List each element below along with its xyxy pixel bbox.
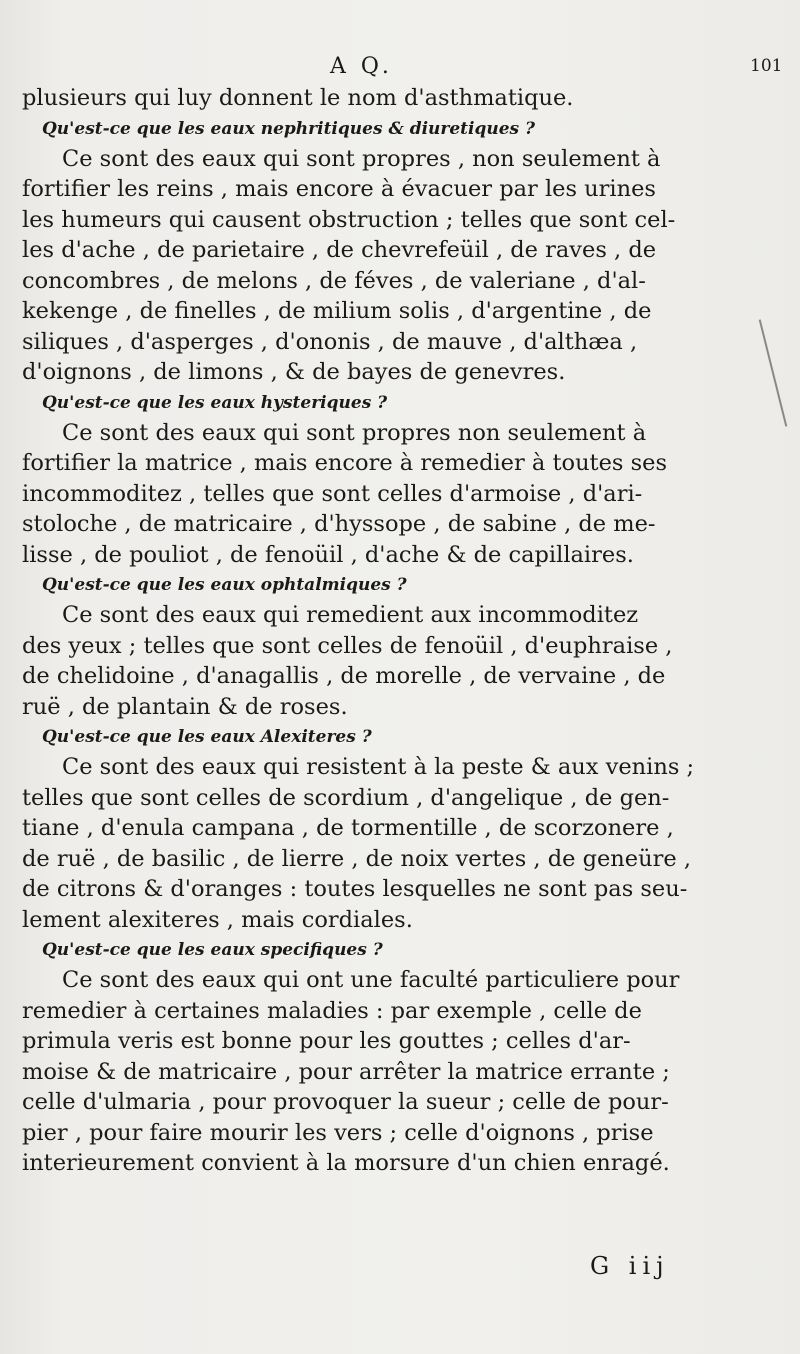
text-line: siliques , d'asperges , d'ononis , de mauve , d'althæa , bbox=[22, 328, 638, 355]
text-line: Ce sont des eaux qui sont propres non seulement à bbox=[62, 419, 647, 446]
text-line: celle d'ulmaria , pour provoquer la sueur ; celle de pour- bbox=[22, 1089, 669, 1115]
question-heading: Qu'est-ce que les eaux nephritiques & diuretiques ? bbox=[42, 118, 536, 139]
text-line: remedier à certaines maladies : par exemple , celle de bbox=[22, 997, 642, 1024]
text-line: fortifier la matrice , mais encore à remedier à toutes ses bbox=[22, 450, 668, 476]
text-line: des yeux ; telles que sont celles de fenoüil , d'euphraise , bbox=[22, 632, 673, 659]
question-heading: Qu'est-ce que les eaux specifiques ? bbox=[42, 940, 383, 960]
text-line: de ruë , de basilic , de lierre , de noix vertes , de geneüre , bbox=[22, 845, 691, 872]
section-alexiteres bbox=[22, 722, 792, 935]
text-line: moise & de matricaire , pour arrêter la matrice errante ; bbox=[22, 1058, 670, 1085]
text-line: concombres , de melons , de féves , de valeriane , d'al- bbox=[22, 267, 646, 294]
text-line: plusieurs qui luy donnent le nom d'asthmatique. bbox=[22, 85, 574, 111]
section-specifiques bbox=[22, 935, 792, 1179]
page-header bbox=[0, 44, 800, 84]
text-line: lement alexiteres , mais cordiales. bbox=[22, 906, 413, 933]
text-line: primula veris est bonne pour les gouttes ; celles d'ar- bbox=[22, 1028, 631, 1054]
text-line: stoloche , de matricaire , d'hyssope , de sabine , de me- bbox=[22, 511, 656, 537]
text-line: Ce sont des eaux qui sont propres , non seulement à bbox=[62, 145, 661, 172]
body-text bbox=[22, 83, 792, 1179]
paragraph-continuation bbox=[22, 83, 792, 114]
text-line: d'oignons , de limons , & de bayes de genevres. bbox=[22, 359, 566, 385]
section-ophtalmiques bbox=[22, 570, 792, 722]
text-line: Ce sont des eaux qui resistent à la peste & aux venins ; bbox=[62, 754, 695, 780]
signature-mark: G iij bbox=[590, 1252, 670, 1280]
section-nephritiques bbox=[22, 114, 792, 388]
text-line: lisse , de pouliot , de fenoüil , d'ache & de capillaires. bbox=[22, 541, 634, 568]
text-line: Ce sont des eaux qui remedient aux incommoditez bbox=[62, 602, 639, 628]
page-number: 101 bbox=[750, 56, 783, 76]
text-line: Ce sont des eaux qui ont une faculté particuliere pour bbox=[62, 967, 680, 993]
section-hysteriques bbox=[22, 388, 792, 571]
text-line: kekenge , de finelles , de milium solis , d'argentine , de bbox=[22, 298, 652, 324]
text-line: interieurement convient à la morsure d'un chien enragé. bbox=[22, 1150, 670, 1176]
text-line: pier , pour faire mourir les vers ; celle d'oignons , prise bbox=[22, 1119, 654, 1146]
running-head: A Q. bbox=[330, 54, 393, 79]
text-line: ruë , de plantain & de roses. bbox=[22, 693, 348, 720]
text-line: telles que sont celles de scordium , d'angelique , de gen- bbox=[22, 784, 670, 811]
text-line: les humeurs qui causent obstruction ; telles que sont cel- bbox=[22, 206, 676, 233]
text-line: fortifier les reins , mais encore à évacuer par les urines bbox=[22, 176, 656, 202]
question-heading: Qu'est-ce que les eaux ophtalmiques ? bbox=[42, 575, 407, 595]
text-line: les d'ache , de parietaire , de chevrefeüil , de raves , de bbox=[22, 237, 657, 263]
text-line: de chelidoine , d'anagallis , de morelle , de vervaine , de bbox=[22, 663, 666, 689]
question-heading: Qu'est-ce que les eaux hysteriques ? bbox=[42, 392, 388, 413]
text-line: de citrons & d'oranges : toutes lesquelles ne sont pas seu- bbox=[22, 876, 688, 902]
text-line: tiane , d'enula campana , de tormentille , de scorzonere , bbox=[22, 815, 674, 841]
text-line: incommoditez , telles que sont celles d'armoise , d'ari- bbox=[22, 480, 643, 507]
question-heading: Qu'est-ce que les eaux Alexiteres ? bbox=[42, 727, 372, 747]
